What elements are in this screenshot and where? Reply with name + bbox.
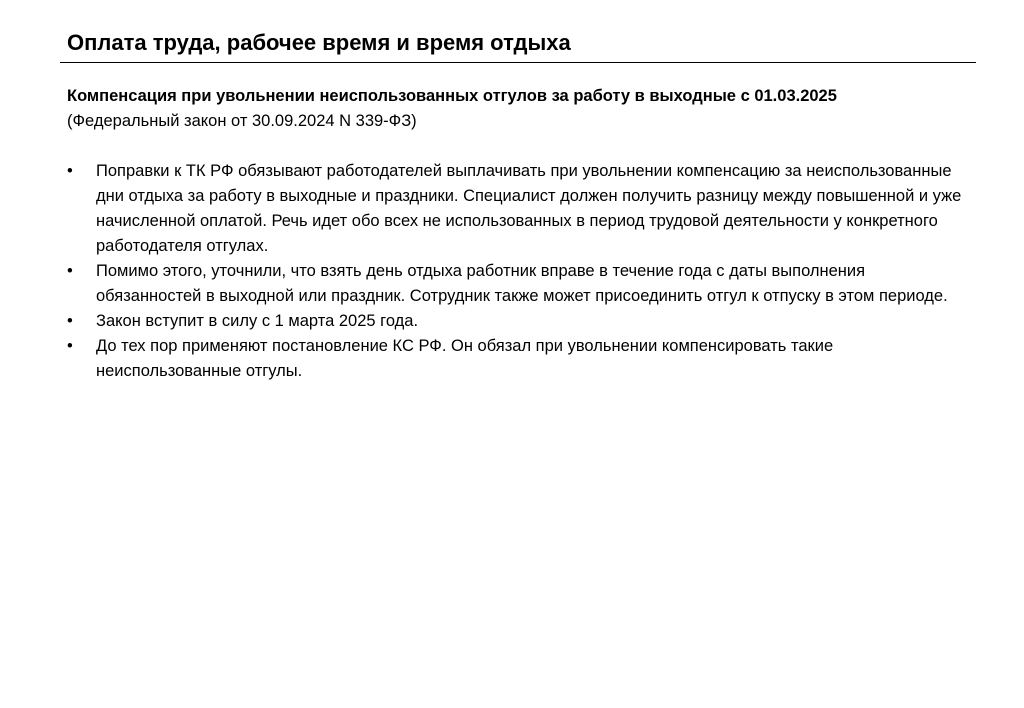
bullet-item — [67, 159, 972, 259]
law-reference: (Федеральный закон от 30.09.2024 N 339-ФЗ) — [67, 112, 417, 130]
bullet-text: Помимо этого, уточнили, что взять день отдыха работник вправе в течение года с даты выполнения обязанностей в выходной или праздник. Сотрудник также может присоединить отгул к отпуску в этом периоде. — [96, 262, 948, 305]
bullet-item — [67, 334, 972, 384]
section-heading: Компенсация при увольнении неиспользованных отгулов за работу в выходные с 01.03.2025 — [67, 87, 837, 105]
slide-content — [67, 84, 972, 384]
bullet-text: Закон вступит в силу с 1 марта 2025 года. — [96, 312, 419, 330]
bullet-list — [67, 159, 972, 384]
bullet-icon: • — [67, 312, 73, 330]
title-divider — [60, 62, 976, 63]
bullet-text: Поправки к ТК РФ обязывают работодателей выплачивать при увольнении компенсацию за неиспользованные дни отдыха за работу в выходные и праздники. Специалист должен получить разницу между повышенной и уже начисленной оплатой. Речь идет обо всех не использованных в период трудовой деятельности у конкретного работодателя отгулах. — [96, 162, 962, 255]
bullet-icon: • — [67, 162, 73, 180]
bullet-icon: • — [67, 262, 73, 280]
page-title: Оплата труда, рабочее время и время отдыха — [67, 30, 571, 55]
bullet-item — [67, 309, 972, 334]
bullet-text: До тех пор применяют постановление КС РФ. Он обязал при увольнении компенсировать такие неиспользованные отгулы. — [96, 337, 834, 380]
bullet-icon: • — [67, 337, 73, 355]
bullet-item — [67, 259, 972, 309]
